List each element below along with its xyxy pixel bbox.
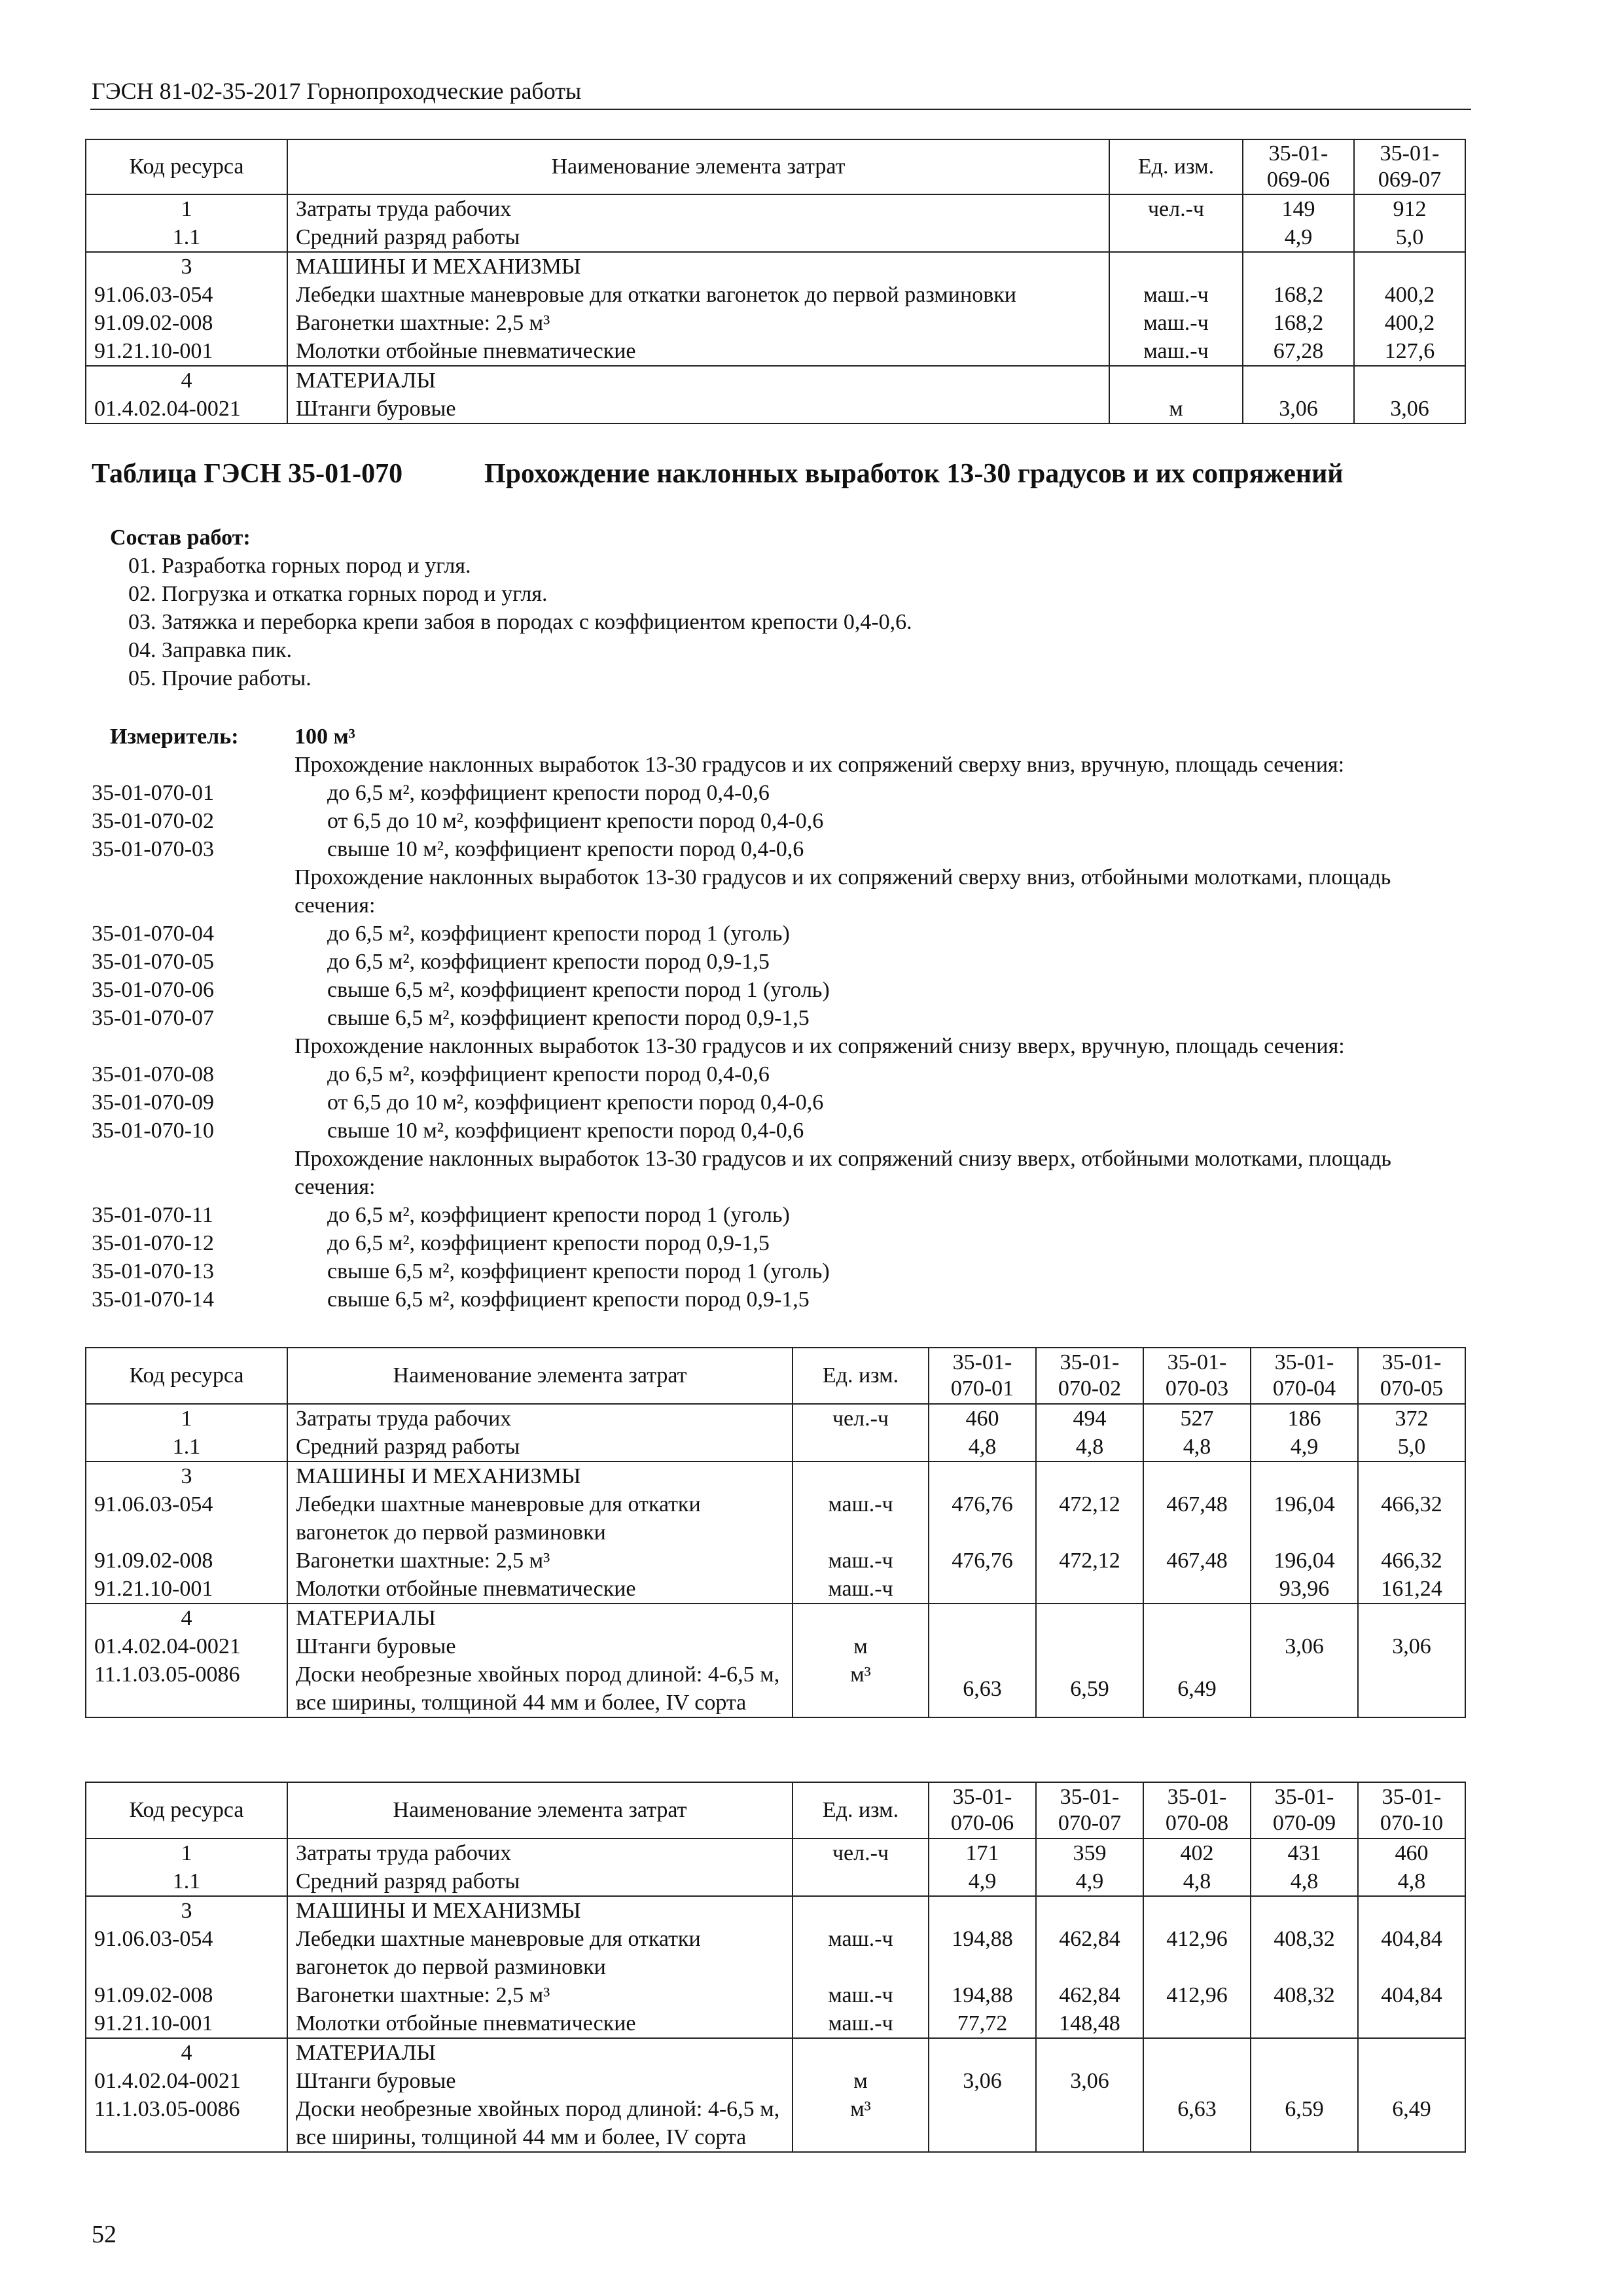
col-name-header: Наименование элемента затрат	[287, 139, 1109, 194]
table-row	[86, 366, 1465, 395]
rate-row: 35-01-070-03 свыше 10 м², коэффициент крепости пород 0,4-0,6	[92, 837, 804, 861]
rate-group-heading: Прохождение наклонных выработок 13-30 градусов и их сопряжений сверху вниз, отбойными молотками, площадь сечения:	[294, 865, 1391, 918]
resource-unit: маш.-ч	[1109, 281, 1243, 309]
rate-row: 35-01-070-04 до 6,5 м², коэффициент крепости пород 1 (уголь)	[92, 922, 790, 946]
rate-group-heading: Прохождение наклонных выработок 13-30 градусов и их сопряжений снизу вверх, вручную, площадь сечения:	[294, 1034, 1345, 1058]
col-rate-header: 35-01-070-05	[1358, 1348, 1465, 1404]
col-rate-header: 35-01-070-06	[929, 1782, 1036, 1839]
resource-value: 4,9	[1243, 223, 1354, 252]
table-row: 91.09.02-008 Вагонетки шахтные: 2,5 м³ маш.-ч 194,88 462,84 412,96 408,32 404,84	[86, 1981, 1465, 2009]
table-row	[86, 281, 1465, 309]
rate-row: 35-01-070-13 свыше 6,5 м², коэффициент крепости пород 1 (уголь)	[92, 1259, 830, 1283]
rate-row: 35-01-070-06 свыше 6,5 м², коэффициент крепости пород 1 (уголь)	[92, 978, 830, 1002]
table-row: 01.4.02.04-0021 Штанги буровые м 3,06 3,06	[86, 1632, 1465, 1660]
works-item: 03. Затяжка и переборка крепи забоя в породах с коэффициентом крепости 0,4-0,6.	[128, 610, 912, 634]
table-row: 4 МАТЕРИАЛЫ	[86, 1604, 1465, 1632]
meter-label: Измеритель:	[110, 725, 239, 749]
resource-code: 91.09.02-008	[86, 309, 287, 337]
resource-name: Затраты труда рабочих	[287, 194, 1109, 223]
table-row	[86, 309, 1465, 337]
rate-row: 35-01-070-01 до 6,5 м², коэффициент крепости пород 0,4-0,6	[92, 781, 770, 805]
col-unit-header: Ед. изм.	[793, 1348, 929, 1404]
resource-value: 168,2	[1243, 281, 1354, 309]
resource-unit: чел.-ч	[1109, 194, 1243, 223]
rate-row: 35-01-070-02 от 6,5 до 10 м², коэффициент крепости пород 0,4-0,6	[92, 809, 824, 833]
col-rate-header: 35-01-069-06	[1243, 139, 1354, 194]
resource-value: 149	[1243, 194, 1354, 223]
works-item: 01. Разработка горных пород и угля.	[128, 554, 471, 578]
table-row: 1 Затраты труда рабочих чел.-ч 171 359 402 431 460	[86, 1839, 1465, 1867]
resource-name: Вагонетки шахтные: 2,5 м³	[287, 309, 1109, 337]
table-title-name: Прохождение наклонных выработок 13-30 градусов и их сопряжений	[484, 459, 1344, 489]
table-row: 11.1.03.05-0086 Доски необрезные хвойных пород длиной: 4-6,5 м, все ширины, толщиной 44 мм и более, IV сорта м³ 6,63 6,59 6,49	[86, 2095, 1465, 2152]
works-item: 04. Заправка пик.	[128, 638, 293, 662]
resource-name: Средний разряд работы	[287, 223, 1109, 252]
rate-row: 35-01-070-14 свыше 6,5 м², коэффициент крепости пород 0,9-1,5	[92, 1287, 810, 1312]
resource-value: 3,06	[1354, 395, 1465, 423]
col-code-header: Код ресурса	[86, 1348, 287, 1404]
rate-row: 35-01-070-08 до 6,5 м², коэффициент крепости пород 0,4-0,6	[92, 1062, 770, 1086]
resource-code: 91.21.10-001	[86, 337, 287, 366]
section-heading: МАТЕРИАЛЫ	[287, 2038, 793, 2067]
section-heading: МАШИНЫ И МЕХАНИЗМЫ	[287, 1462, 793, 1490]
resource-code: 1	[86, 194, 287, 223]
resource-value: 67,28	[1243, 337, 1354, 366]
table-row: 11.1.03.05-0086 Доски необрезные хвойных пород длиной: 4-6,5 м, все ширины, толщиной 44 мм и более, IV сорта м³ 6,63 6,59 6,49	[86, 1660, 1465, 1717]
table-row	[86, 223, 1465, 252]
resource-unit: маш.-ч	[1109, 309, 1243, 337]
table-row: 91.21.10-001 Молотки отбойные пневматические маш.-ч 93,96 161,24	[86, 1575, 1465, 1604]
works-section	[110, 524, 912, 692]
resource-name: Лебедки шахтные маневровые для откатки вагонеток до первой разминовки	[287, 281, 1109, 309]
resource-table-070-a	[85, 1347, 1466, 1718]
table-row: 91.06.03-054 Лебедки шахтные маневровые для откатки вагонеток до первой разминовки маш.-ч 194,88 462,84 412,96 408,32 404,84	[86, 1925, 1465, 1981]
resource-code: 1.1	[86, 223, 287, 252]
works-item: 02. Погрузка и откатка горных пород и угля.	[128, 582, 548, 606]
table-row: 91.06.03-054 Лебедки шахтные маневровые для откатки вагонеток до первой разминовки маш.-ч 476,76 472,12 467,48 196,04 466,32	[86, 1490, 1465, 1547]
table-row: 01.4.02.04-0021 Штанги буровые м 3,06 3,06	[86, 2067, 1465, 2095]
works-item: 05. Прочие работы.	[128, 666, 312, 691]
resource-value: 400,2	[1354, 281, 1465, 309]
resource-table-069	[85, 139, 1466, 424]
col-name-header: Наименование элемента затрат	[287, 1782, 793, 1839]
col-rate-header: 35-01-070-03	[1143, 1348, 1251, 1404]
table-row: 4 МАТЕРИАЛЫ	[86, 2038, 1465, 2067]
section-heading: МАШИНЫ И МЕХАНИЗМЫ	[287, 1896, 793, 1925]
section-heading: МАТЕРИАЛЫ	[287, 1604, 793, 1632]
resource-name: Штанги буровые	[287, 395, 1109, 423]
table-row: 3 МАШИНЫ И МЕХАНИЗМЫ	[86, 1462, 1465, 1490]
table-row: 3 МАШИНЫ И МЕХАНИЗМЫ	[86, 1896, 1465, 1925]
col-rate-header: 35-01-070-08	[1143, 1782, 1251, 1839]
resource-name: Молотки отбойные пневматические	[287, 337, 1109, 366]
rate-group-heading: Прохождение наклонных выработок 13-30 градусов и их сопряжений снизу вверх, отбойными молотками, площадь сечения:	[294, 1147, 1391, 1199]
table-row: 1.1 Средний разряд работы 4,8 4,8 4,8 4,9 5,0	[86, 1433, 1465, 1462]
col-unit-header: Ед. изм.	[1109, 139, 1243, 194]
resource-code: 01.4.02.04-0021	[86, 395, 287, 423]
resource-code: 91.06.03-054	[86, 281, 287, 309]
resource-value: 400,2	[1354, 309, 1465, 337]
header-rule	[90, 109, 1471, 110]
meter-value: 100 м³	[294, 725, 355, 749]
rate-row: 35-01-070-12 до 6,5 м², коэффициент крепости пород 0,9-1,5	[92, 1231, 770, 1255]
col-rate-header: 35-01-069-07	[1354, 139, 1465, 194]
works-label: Состав работ:	[110, 526, 251, 550]
col-name-header: Наименование элемента затрат	[287, 1348, 793, 1404]
resource-value: 3,06	[1243, 395, 1354, 423]
table-title-code: Таблица ГЭСН 35-01-070	[92, 459, 403, 489]
page-number: 52	[92, 2221, 116, 2248]
rate-row: 35-01-070-07 свыше 6,5 м², коэффициент крепости пород 0,9-1,5	[92, 1006, 810, 1030]
resource-unit	[1109, 223, 1243, 252]
table-row	[86, 252, 1465, 281]
table-row	[86, 194, 1465, 223]
resource-code: 3	[86, 252, 287, 281]
col-rate-header: 35-01-070-09	[1251, 1782, 1358, 1839]
resource-value: 127,6	[1354, 337, 1465, 366]
table-row	[86, 395, 1465, 423]
col-code-header: Код ресурса	[86, 139, 287, 194]
rate-row: 35-01-070-05 до 6,5 м², коэффициент крепости пород 0,9-1,5	[92, 950, 770, 974]
col-unit-header: Ед. изм.	[793, 1782, 929, 1839]
resource-value: 912	[1354, 194, 1465, 223]
col-rate-header: 35-01-070-01	[929, 1348, 1036, 1404]
running-header: ГЭСН 81-02-35-2017 Горнопроходческие работы	[92, 78, 582, 104]
rate-row: 35-01-070-11 до 6,5 м², коэффициент крепости пород 1 (уголь)	[92, 1203, 790, 1227]
rate-group-heading: Прохождение наклонных выработок 13-30 градусов и их сопряжений сверху вниз, вручную, площадь сечения:	[294, 753, 1345, 777]
resource-unit: маш.-ч	[1109, 337, 1243, 366]
table-row: 1 Затраты труда рабочих чел.-ч 460 494 527 186 372	[86, 1404, 1465, 1433]
resource-code: 4	[86, 366, 287, 395]
rate-row: 35-01-070-09 от 6,5 до 10 м², коэффициент крепости пород 0,4-0,6	[92, 1090, 824, 1115]
col-code-header: Код ресурса	[86, 1782, 287, 1839]
col-rate-header: 35-01-070-02	[1036, 1348, 1143, 1404]
table-row: 1.1 Средний разряд работы 4,9 4,9 4,8 4,8 4,8	[86, 1867, 1465, 1896]
section-heading: МАШИНЫ И МЕХАНИЗМЫ	[287, 252, 1109, 281]
resource-value: 168,2	[1243, 309, 1354, 337]
col-rate-header: 35-01-070-10	[1358, 1782, 1465, 1839]
col-rate-header: 35-01-070-07	[1036, 1782, 1143, 1839]
table-row: 91.21.10-001 Молотки отбойные пневматические маш.-ч 77,72 148,48	[86, 2009, 1465, 2038]
section-heading: МАТЕРИАЛЫ	[287, 366, 1109, 395]
rate-list	[92, 751, 1472, 1314]
resource-unit: м	[1109, 395, 1243, 423]
table-row	[86, 337, 1465, 366]
table-row: 91.09.02-008 Вагонетки шахтные: 2,5 м³ маш.-ч 476,76 472,12 467,48 196,04 466,32	[86, 1547, 1465, 1575]
rate-row: 35-01-070-10 свыше 10 м², коэффициент крепости пород 0,4-0,6	[92, 1119, 804, 1143]
resource-value: 5,0	[1354, 223, 1465, 252]
col-rate-header: 35-01-070-04	[1251, 1348, 1358, 1404]
resource-table-070-b	[85, 1782, 1466, 2153]
